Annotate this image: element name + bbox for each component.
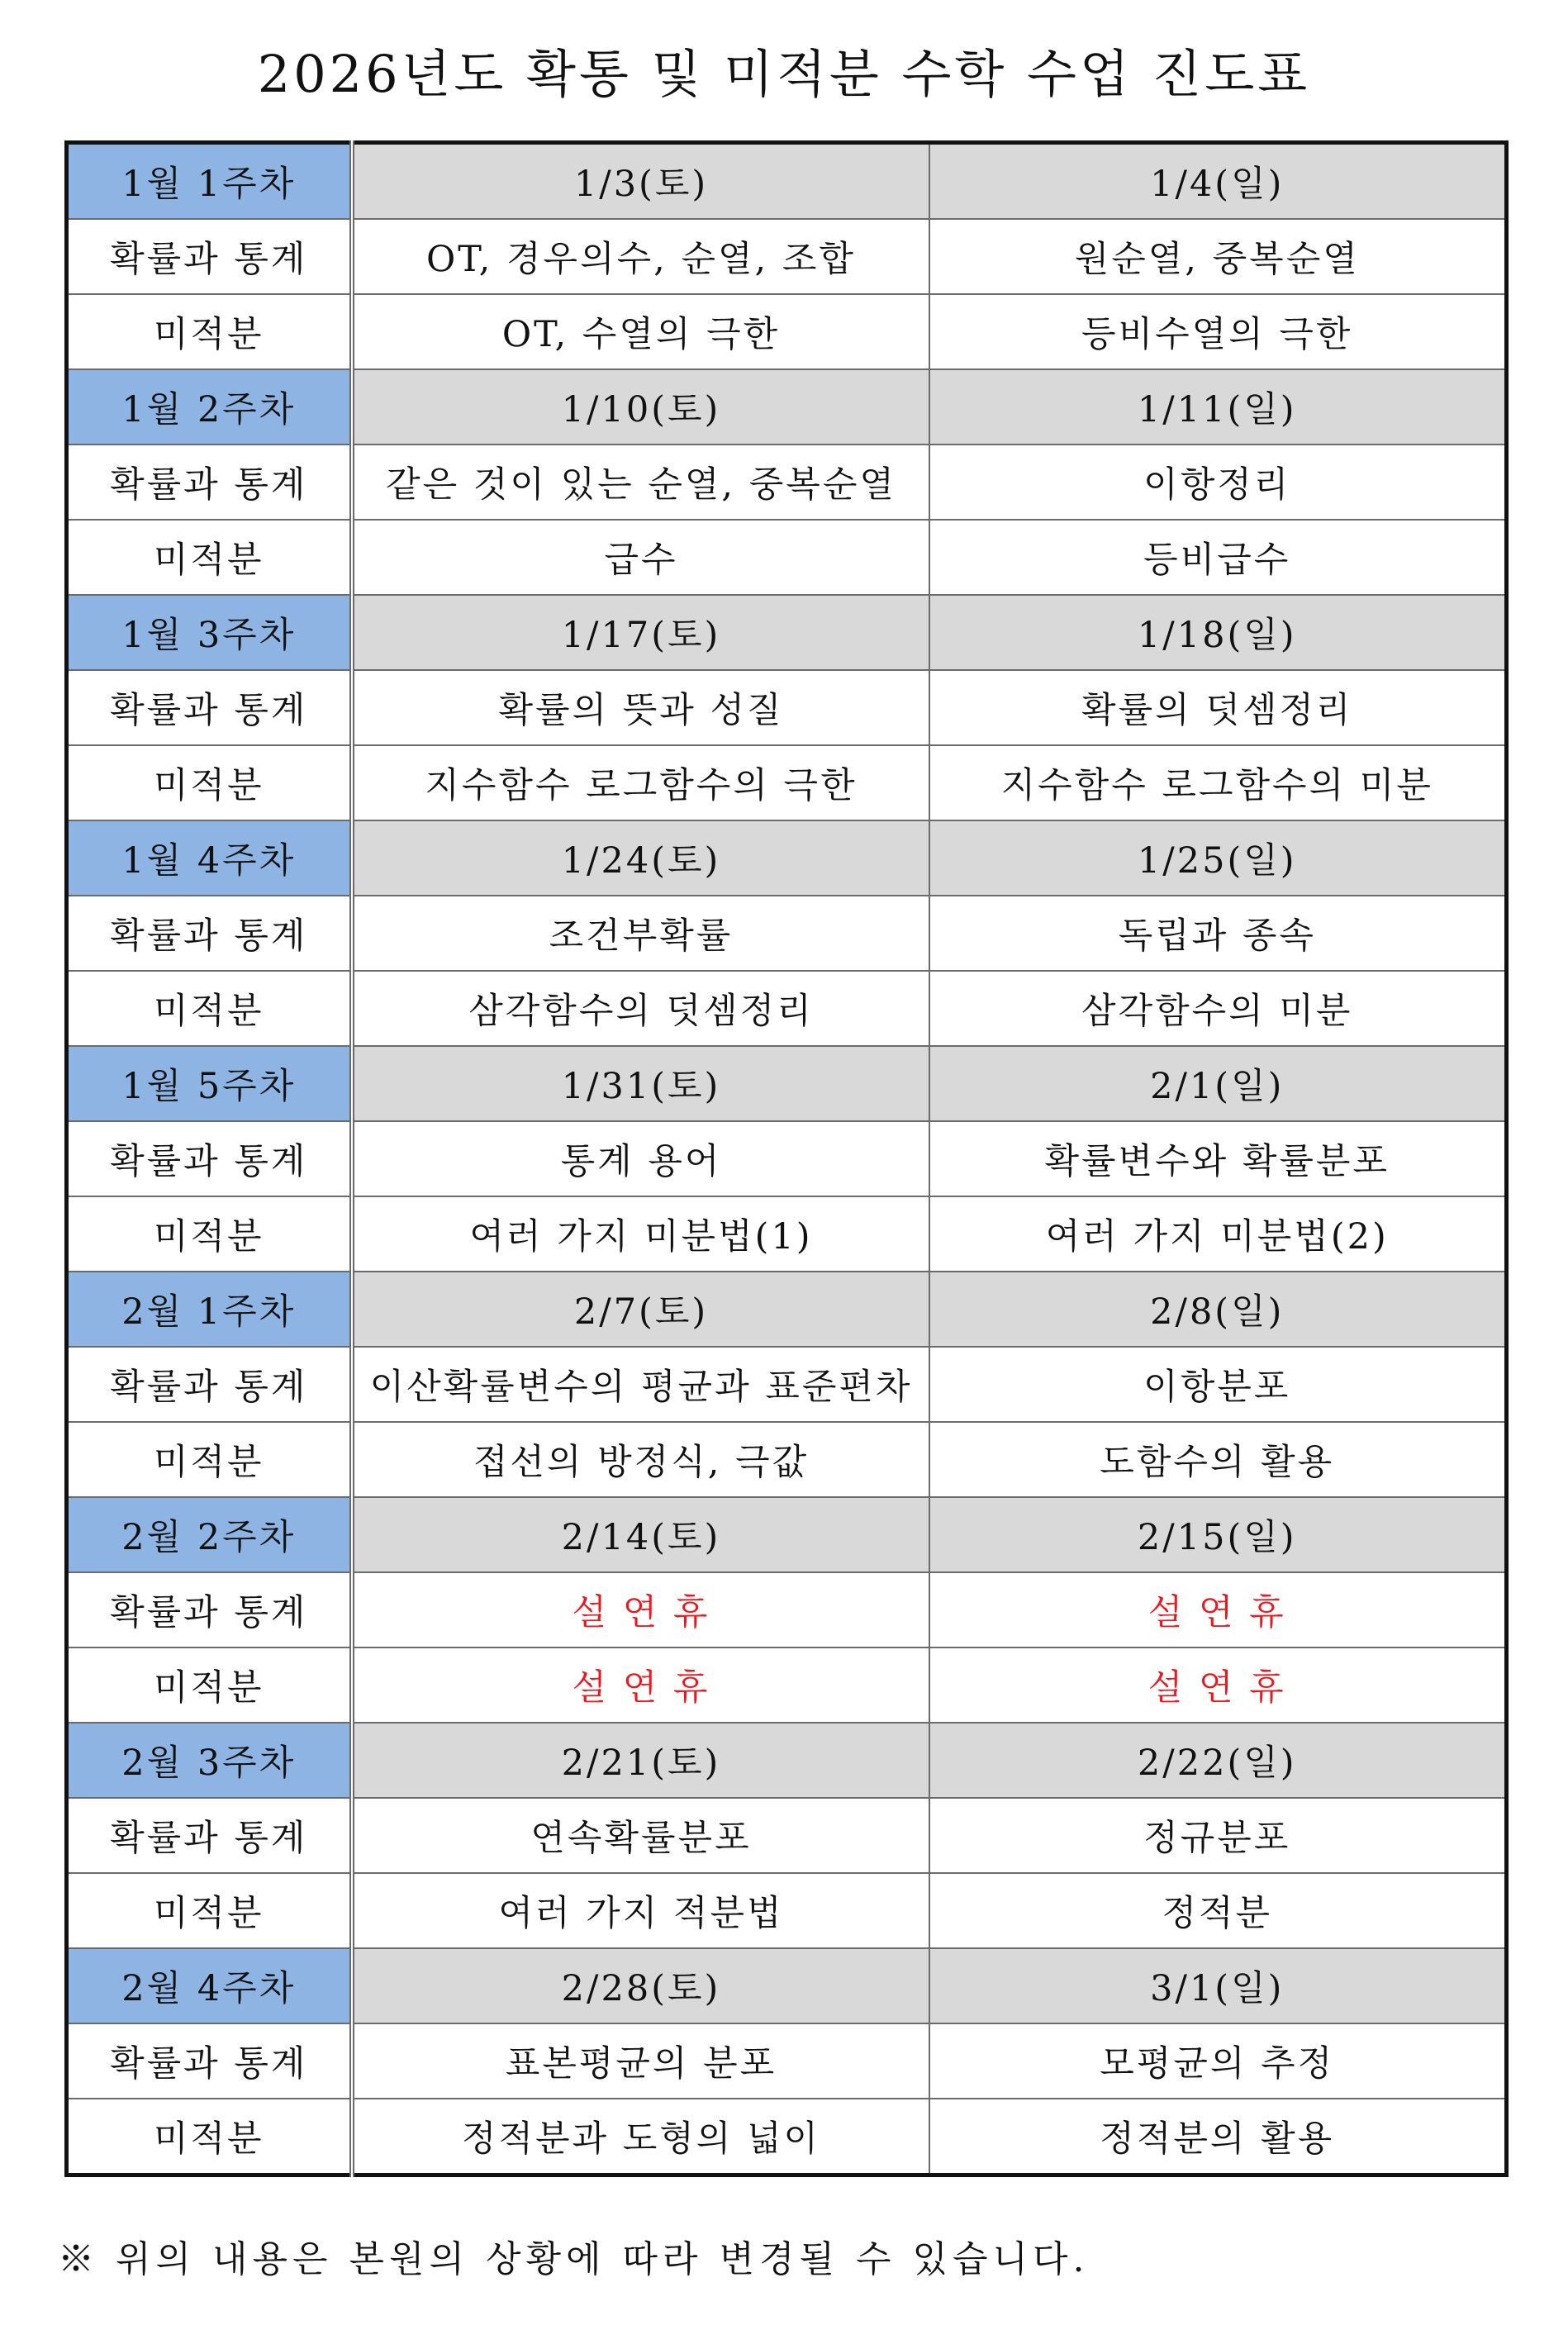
week-header-row: [67, 1948, 1507, 2023]
sunday-topic: 정적분의 활용: [929, 2099, 1507, 2175]
sunday-topic: 독립과 종속: [929, 896, 1507, 971]
sunday-topic: 삼각함수의 미분: [929, 971, 1507, 1046]
holiday-notice: 설 연 휴: [352, 1572, 929, 1647]
subject-label-calculus: 미적분: [67, 1647, 352, 1723]
subject-label-calculus: 미적분: [67, 1422, 352, 1497]
saturday-topic: OT, 경우의수, 순열, 조합: [352, 219, 929, 294]
saturday-topic: OT, 수열의 극한: [352, 294, 929, 369]
schedule-table: [64, 140, 1509, 2177]
sunday-topic: 이항정리: [929, 445, 1507, 520]
week-header-row: [67, 1723, 1507, 1798]
sunday-topic: 도함수의 활용: [929, 1422, 1507, 1497]
sunday-topic: 이항분포: [929, 1347, 1507, 1422]
subject-label-prob-stat: 확률과 통계: [67, 896, 352, 971]
week-header-row: [67, 1272, 1507, 1347]
saturday-date: 2/7(토): [352, 1272, 929, 1347]
prob-stat-row: [67, 670, 1507, 745]
subject-label-prob-stat: 확률과 통계: [67, 219, 352, 294]
saturday-date: 1/17(토): [352, 595, 929, 670]
prob-stat-row: [67, 445, 1507, 520]
calculus-row: [67, 745, 1507, 820]
sunday-topic: 모평균의 추정: [929, 2023, 1507, 2099]
subject-label-calculus: 미적분: [67, 294, 352, 369]
saturday-date: 1/24(토): [352, 820, 929, 896]
saturday-topic: 확률의 뜻과 성질: [352, 670, 929, 745]
prob-stat-row: [67, 1572, 1507, 1647]
page-title: 2026년도 확통 및 미적분 수학 수업 진도표: [257, 44, 1311, 104]
week-header-row: [67, 369, 1507, 445]
subject-label-prob-stat: 확률과 통계: [67, 670, 352, 745]
sunday-topic: 정적분: [929, 1873, 1507, 1948]
sunday-date: 1/25(일): [929, 820, 1507, 896]
holiday-notice: 설 연 휴: [929, 1647, 1507, 1723]
subject-label-calculus: 미적분: [67, 520, 352, 595]
calculus-row: [67, 971, 1507, 1046]
week-header-row: [67, 1497, 1507, 1572]
sunday-date: 2/15(일): [929, 1497, 1507, 1572]
saturday-topic: 급수: [352, 520, 929, 595]
prob-stat-row: [67, 219, 1507, 294]
saturday-topic: 이산확률변수의 평균과 표준편차: [352, 1347, 929, 1422]
saturday-date: 1/31(토): [352, 1046, 929, 1121]
prob-stat-row: [67, 2023, 1507, 2099]
week-label: 2월 4주차: [67, 1948, 352, 2023]
prob-stat-row: [67, 1347, 1507, 1422]
sunday-date: 2/1(일): [929, 1046, 1507, 1121]
saturday-topic: 통계 용어: [352, 1121, 929, 1196]
saturday-date: 2/21(토): [352, 1723, 929, 1798]
week-label: 1월 2주차: [67, 369, 352, 445]
sunday-topic: 확률의 덧셈정리: [929, 670, 1507, 745]
week-header-row: [67, 143, 1507, 220]
sunday-topic: 여러 가지 미분법(2): [929, 1196, 1507, 1272]
week-label: 1월 1주차: [67, 143, 352, 220]
week-label: 2월 3주차: [67, 1723, 352, 1798]
saturday-date: 1/10(토): [352, 369, 929, 445]
saturday-date: 2/14(토): [352, 1497, 929, 1572]
saturday-topic: 여러 가지 적분법: [352, 1873, 929, 1948]
saturday-topic: 지수함수 로그함수의 극한: [352, 745, 929, 820]
calculus-row: [67, 1196, 1507, 1272]
sunday-date: 1/4(일): [929, 143, 1507, 220]
sunday-date: 2/22(일): [929, 1723, 1507, 1798]
saturday-topic: 삼각함수의 덧셈정리: [352, 971, 929, 1046]
subject-label-prob-stat: 확률과 통계: [67, 445, 352, 520]
sunday-topic: 등비급수: [929, 520, 1507, 595]
sunday-topic: 확률변수와 확률분포: [929, 1121, 1507, 1196]
week-header-row: [67, 820, 1507, 896]
week-label: 1월 3주차: [67, 595, 352, 670]
week-label: 2월 2주차: [67, 1497, 352, 1572]
subject-label-prob-stat: 확률과 통계: [67, 2023, 352, 2099]
saturday-topic: 조건부확률: [352, 896, 929, 971]
saturday-topic: 연속확률분포: [352, 1798, 929, 1873]
saturday-topic: 여러 가지 미분법(1): [352, 1196, 929, 1272]
subject-label-calculus: 미적분: [67, 971, 352, 1046]
saturday-topic: 접선의 방정식, 극값: [352, 1422, 929, 1497]
week-label: 2월 1주차: [67, 1272, 352, 1347]
calculus-row: [67, 294, 1507, 369]
subject-label-prob-stat: 확률과 통계: [67, 1347, 352, 1422]
prob-stat-row: [67, 1798, 1507, 1873]
saturday-topic: 표본평균의 분포: [352, 2023, 929, 2099]
calculus-row: [67, 520, 1507, 595]
week-label: 1월 4주차: [67, 820, 352, 896]
week-header-row: [67, 595, 1507, 670]
saturday-date: 1/3(토): [352, 143, 929, 220]
sunday-topic: 원순열, 중복순열: [929, 219, 1507, 294]
sunday-date: 1/11(일): [929, 369, 1507, 445]
sunday-topic: 등비수열의 극한: [929, 294, 1507, 369]
week-label: 1월 5주차: [67, 1046, 352, 1121]
sunday-topic: 정규분포: [929, 1798, 1507, 1873]
subject-label-prob-stat: 확률과 통계: [67, 1572, 352, 1647]
subject-label-calculus: 미적분: [67, 1873, 352, 1948]
saturday-topic: 정적분과 도형의 넓이: [352, 2099, 929, 2175]
footnote-notice: ※ 위의 내용은 본원의 상황에 따라 변경될 수 있습니다.: [58, 2238, 1090, 2280]
subject-label-calculus: 미적분: [67, 2099, 352, 2175]
calculus-row: [67, 1422, 1507, 1497]
holiday-notice: 설 연 휴: [352, 1647, 929, 1723]
sunday-date: 1/18(일): [929, 595, 1507, 670]
calculus-row: [67, 2099, 1507, 2175]
subject-label-calculus: 미적분: [67, 1196, 352, 1272]
holiday-notice: 설 연 휴: [929, 1572, 1507, 1647]
sunday-date: 2/8(일): [929, 1272, 1507, 1347]
saturday-topic: 같은 것이 있는 순열, 중복순열: [352, 445, 929, 520]
sunday-topic: 지수함수 로그함수의 미분: [929, 745, 1507, 820]
week-header-row: [67, 1046, 1507, 1121]
calculus-row: [67, 1873, 1507, 1948]
prob-stat-row: [67, 1121, 1507, 1196]
subject-label-prob-stat: 확률과 통계: [67, 1121, 352, 1196]
calculus-row: [67, 1647, 1507, 1723]
prob-stat-row: [67, 896, 1507, 971]
subject-label-prob-stat: 확률과 통계: [67, 1798, 352, 1873]
saturday-date: 2/28(토): [352, 1948, 929, 2023]
sunday-date: 3/1(일): [929, 1948, 1507, 2023]
subject-label-calculus: 미적분: [67, 745, 352, 820]
